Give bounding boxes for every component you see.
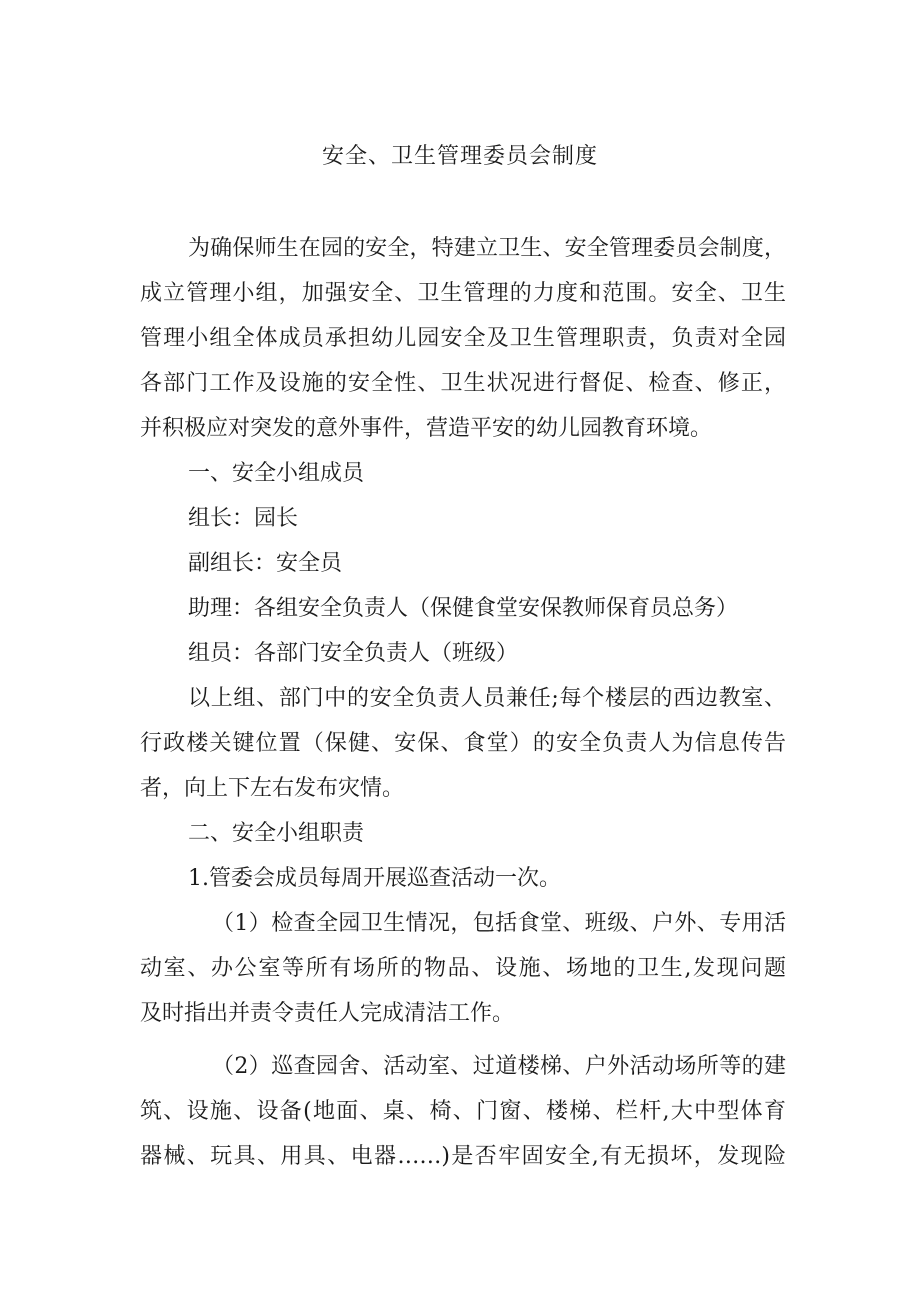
paragraph-line: （2）巡查园舍、活动室、过道楼梯、户外活动场所等的建 bbox=[212, 1054, 786, 1079]
document-title: 安全、卫生管理委员会制度 bbox=[321, 144, 598, 169]
paragraph-line: 并积极应对突发的意外事件，营造平安的幼儿园教育环境。 bbox=[140, 416, 713, 441]
paragraph-line: 筑、设施、设备(地面、桌、椅、门窗、楼梯、栏杆,大中型体育 bbox=[140, 1099, 786, 1124]
paragraph-line: 行政楼关键位置（保健、安保、食堂）的安全负责人为信息传告 bbox=[140, 731, 786, 756]
paragraph-line: 器械、玩具、用具、电器……)是否牢固安全,有无损坏，发现险 bbox=[140, 1144, 786, 1169]
assistant-line: 助理：各组安全负责人（保健食堂安保教师保育员总务） bbox=[188, 596, 739, 621]
paragraph-line: 及时指出并责令责任人完成清洁工作。 bbox=[140, 1001, 515, 1026]
paragraph-line: （1）检查全园卫生情况，包括食堂、班级、户外、专用活 bbox=[212, 911, 786, 936]
section-heading-members: 一、安全小组成员 bbox=[188, 461, 365, 486]
leader-line: 组长：园长 bbox=[188, 506, 299, 531]
paragraph-line: 以上组、部门中的安全负责人员兼任;每个楼层的西边教室、 bbox=[188, 686, 786, 711]
paragraph-line: 动室、办公室等所有场所的物品、设施、场地的卫生,发现问题 bbox=[140, 956, 786, 981]
members-line: 组员：各部门安全负责人（班级） bbox=[188, 641, 519, 666]
section-heading-duties: 二、安全小组职责 bbox=[188, 821, 365, 846]
paragraph-line: 各部门工作及设施的安全性、卫生状况进行督促、检查、修正， bbox=[140, 371, 786, 396]
paragraph-line: 为确保师生在园的安全，特建立卫生、安全管理委员会制度， bbox=[188, 236, 786, 261]
paragraph-line: 成立管理小组，加强安全、卫生管理的力度和范围。安全、卫生 bbox=[140, 281, 786, 306]
paragraph-line: 管理小组全体成员承担幼儿园安全及卫生管理职责，负责对全园 bbox=[140, 326, 786, 351]
document-body bbox=[140, 226, 786, 1179]
paragraph-line: 者，向上下左右发布灾情。 bbox=[140, 776, 405, 801]
duty-item-1: 1.管委会成员每周开展巡查活动一次。 bbox=[188, 866, 561, 891]
deputy-leader-line: 副组长：安全员 bbox=[188, 551, 343, 576]
